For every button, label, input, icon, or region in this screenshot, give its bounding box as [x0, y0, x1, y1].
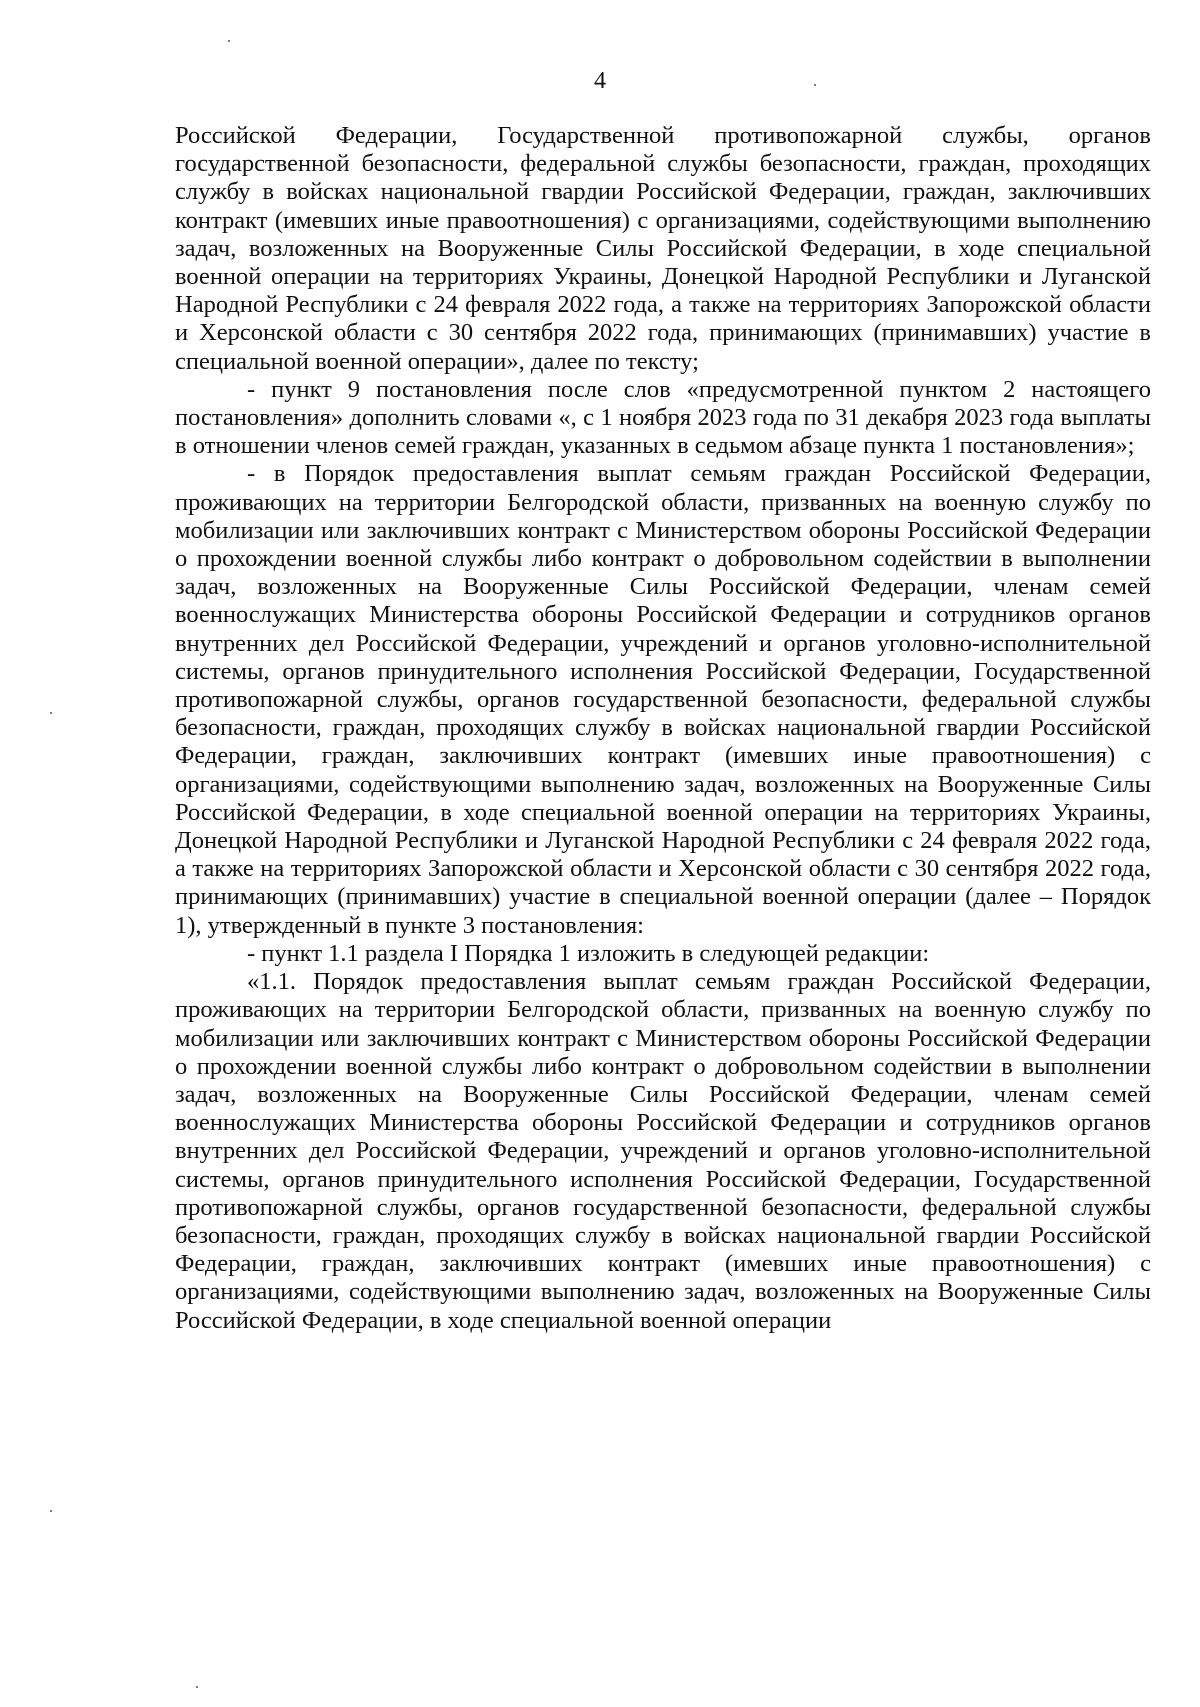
scan-speck	[50, 1510, 52, 1512]
scan-speck	[228, 40, 230, 42]
paragraph-continuation: Российской Федерации, Государственной противопожарной службы, органов государственной безопасности, федеральной службы безопасности, граждан, проходящих службу в войсках национальной гвардии Российской Федерации, граждан, заключивших контракт (имевших иные правоотношения) с организациями, содействующими выполнению задач, возложенных на Вооруженные Силы Российской Федерации, в ходе специальной военной операции на территориях Украины, Донецкой Народной Республики и Луганской Народной Республики с 24 февраля 2022 года, а также на территориях Запорожской области и Херсонской области с 30 сентября 2022 года, принимающих (принимавших) участие в специальной военной операции», далее по тексту;	[175, 122, 1151, 375]
scan-speck	[50, 712, 52, 714]
document-body	[175, 122, 1151, 1335]
scan-speck	[196, 1686, 198, 1688]
scan-speck	[814, 84, 816, 86]
paragraph-item-9: - пункт 9 постановления после слов «предусмотренной пунктом 2 настоящего постановления» дополнить словами «, с 1 ноября 2023 года по 31 декабря 2023 года выплаты в отношении членов семей граждан, указанных в седьмом абзаце пункта 1 постановления»;	[175, 375, 1151, 460]
paragraph-item-1-1-text: «1.1. Порядок предоставления выплат семьям граждан Российской Федерации, проживающих на территории Белгородской области, призванных на военную службу по мобилизации или заключивших контракт с Министерством обороны Российской Федерации о прохождении военной службы либо контракт о добровольном содействии в выполнении задач, возложенных на Вооруженные Силы Российской Федерации, членам семей военнослужащих Министерства обороны Российской Федерации и сотрудников органов внутренних дел Российской Федерации, учреждений и органов уголовно-исполнительной системы, органов принудительного исполнения Российской Федерации, Государственной противопожарной службы, органов государственной безопасности, федеральной службы безопасности, граждан, проходящих службу в войсках национальной гвардии Российской Федерации, граждан, заключивших контракт (имевших иные правоотношения) с организациями, содействующими выполнению задач, возложенных на Вооруженные Силы Российской Федерации, в ходе специальной военной операции	[175, 968, 1151, 1334]
paragraph-item-1-1-intro: - пункт 1.1 раздела I Порядка 1 изложить в следующей редакции:	[247, 939, 930, 967]
page-number: 4	[594, 68, 606, 94]
paragraph-procedure-1: - в Порядок предоставления выплат семьям граждан Российской Федерации, проживающих на территории Белгородской области, призванных на военную службу по мобилизации или заключивших контракт с Министерством обороны Российской Федерации о прохождении военной службы либо контракт о добровольном содействии в выполнении задач, возложенных на Вооруженные Силы Российской Федерации, членам семей военнослужащих Министерства обороны Российской Федерации и сотрудников органов внутренних дел Российской Федерации, учреждений и органов уголовно-исполнительной системы, органов принудительного исполнения Российской Федерации, Государственной противопожарной службы, органов государственной безопасности, федеральной службы безопасности, граждан, проходящих службу в войсках национальной гвардии Российской Федерации, граждан, заключивших контракт (имевших иные правоотношения) с организациями, содействующими выполнению задач, возложенных на Вооруженные Силы Российской Федерации, в ходе специальной военной операции на территориях Украины, Донецкой Народной Республики и Луганской Народной Республики с 24 февраля 2022 года, а также на территориях Запорожской области и Херсонской области с 30 сентября 2022 года, принимающих (принимавших) участие в специальной военной операции (далее – Порядок 1), утвержденный в пункте 3 постановления:	[175, 460, 1151, 939]
